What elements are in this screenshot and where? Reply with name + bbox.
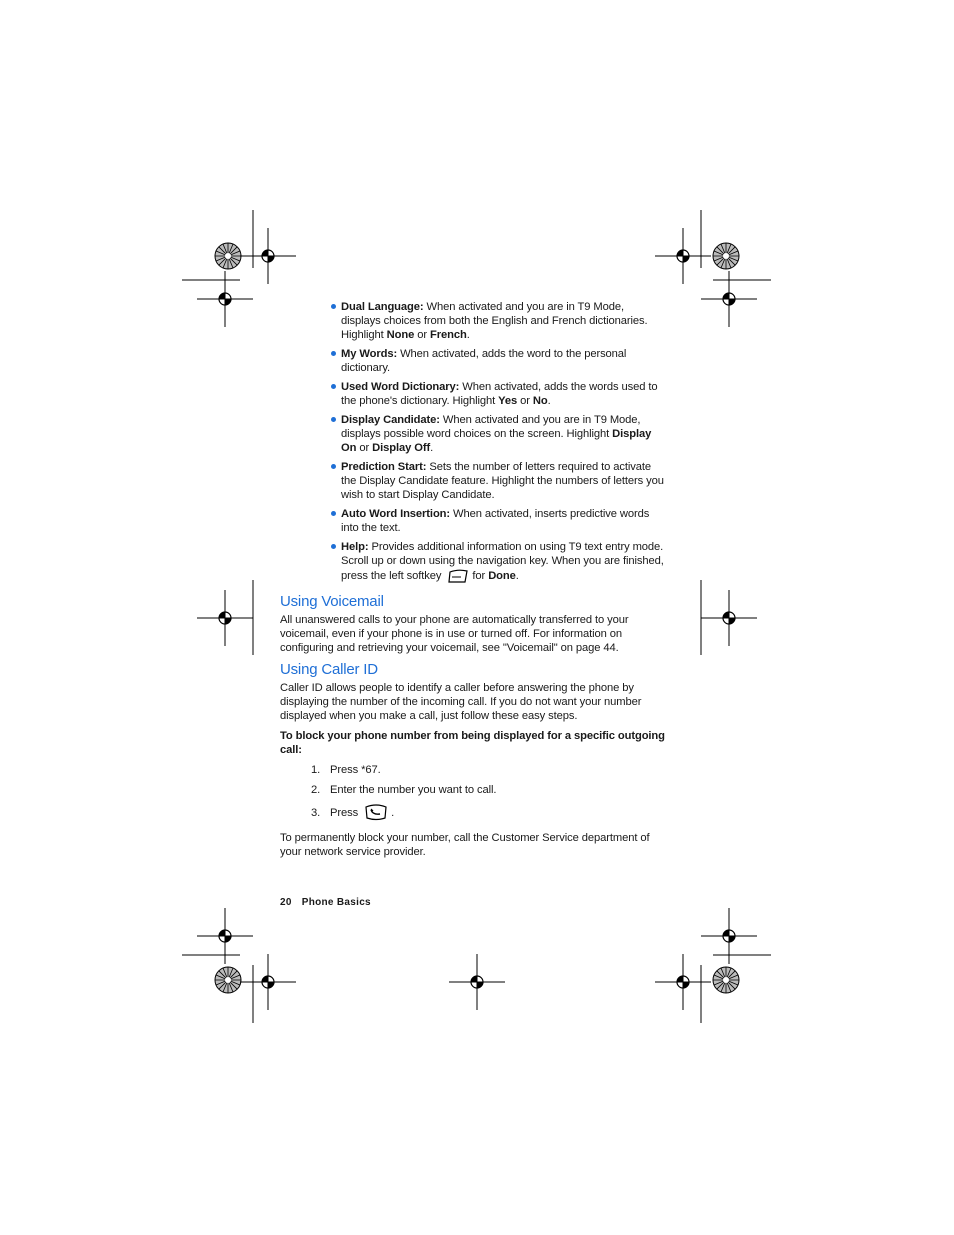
step-text: Press bbox=[330, 807, 359, 819]
desc: Provides additional information on using T9 text entry mode. Scroll up or down using the navigation key. When you are finished, press the left softkey bbox=[341, 541, 664, 582]
list-item bbox=[311, 783, 670, 797]
step-number: 3. bbox=[311, 807, 321, 819]
punct: . bbox=[391, 807, 395, 819]
option: Display On bbox=[341, 428, 652, 454]
term: My Words: bbox=[341, 348, 398, 360]
caller-id-paragraph: Caller ID allows people to identify a caller before answering the phone by displaying the number of the incoming call. If you do not want your number displayed when you make a call, just follow these easy steps. bbox=[280, 682, 642, 722]
desc: When activated, adds the words used to the phone's dictionary. Highlight bbox=[341, 381, 658, 407]
steps-list bbox=[280, 763, 670, 825]
page-content bbox=[280, 300, 670, 865]
step-text: Enter the number you want to call. bbox=[330, 784, 497, 796]
option: Done bbox=[488, 570, 516, 582]
section-name: Phone Basics bbox=[301, 897, 371, 908]
list-item bbox=[311, 803, 670, 825]
punct: . bbox=[515, 570, 519, 582]
connector: for bbox=[472, 570, 486, 582]
desc: Sets the number of letters required to activate the Display Candidate feature. Highlight the numbers of letters you wish to start Display Candidate. bbox=[341, 461, 664, 501]
option: Display Off bbox=[372, 442, 431, 454]
option: No bbox=[532, 395, 548, 407]
connector: or bbox=[517, 395, 533, 407]
connector: or bbox=[356, 442, 373, 454]
section-heading-voicemail: Using Voicemail bbox=[280, 593, 384, 610]
left-softkey-icon bbox=[447, 568, 469, 588]
list-item-display-candidate bbox=[341, 413, 666, 455]
punct: . bbox=[466, 329, 470, 341]
voicemail-paragraph: All unanswered calls to your phone are automatically transferred to your voicemail, even if your phone is in use or turned off. For information on configuring and retrieving your voicemail, see "Voicemail" on page 44. bbox=[280, 614, 629, 654]
list-item-auto-word-insertion bbox=[341, 507, 666, 535]
send-key-icon bbox=[364, 803, 388, 825]
connector: or bbox=[414, 329, 430, 341]
step-text: Press *67. bbox=[330, 764, 381, 776]
term: Help: bbox=[341, 541, 369, 553]
section-heading-caller-id: Using Caller ID bbox=[280, 661, 378, 678]
list-item-prediction-start bbox=[341, 460, 666, 502]
closing-paragraph: To permanently block your number, call the Customer Service department of your network service provider. bbox=[280, 832, 650, 858]
t9-options-list bbox=[341, 300, 666, 588]
desc: When activated, adds the word to the personal dictionary. bbox=[341, 348, 627, 374]
term: Used Word Dictionary: bbox=[341, 381, 460, 393]
term: Auto Word Insertion: bbox=[341, 508, 451, 520]
step-number: 2. bbox=[311, 784, 321, 796]
procedure-title: To block your phone number from being displayed for a specific outgoing call: bbox=[280, 730, 665, 756]
list-item-help bbox=[341, 540, 666, 588]
term: Display Candidate: bbox=[341, 414, 440, 426]
option: Yes bbox=[498, 395, 518, 407]
page-footer bbox=[280, 897, 371, 908]
punct: . bbox=[547, 395, 551, 407]
desc: When activated, inserts predictive words into the text. bbox=[341, 508, 650, 534]
step-number: 1. bbox=[311, 764, 321, 776]
list-item bbox=[311, 763, 670, 777]
desc: When activated and you are in T9 Mode, displays possible word choices on the screen. Highlight bbox=[341, 414, 641, 440]
term: Dual Language: bbox=[341, 301, 424, 313]
list-item-used-word-dictionary bbox=[341, 380, 666, 408]
option: French bbox=[429, 329, 467, 341]
list-item-dual-language bbox=[341, 300, 666, 342]
list-item-my-words bbox=[341, 347, 666, 375]
term: Prediction Start: bbox=[341, 461, 427, 473]
punct: . bbox=[430, 442, 434, 454]
desc: When activated and you are in T9 Mode, displays choices from both the English and French dictionaries. Highlight bbox=[341, 301, 648, 341]
page-number: 20 bbox=[280, 897, 292, 908]
option: None bbox=[386, 329, 415, 341]
